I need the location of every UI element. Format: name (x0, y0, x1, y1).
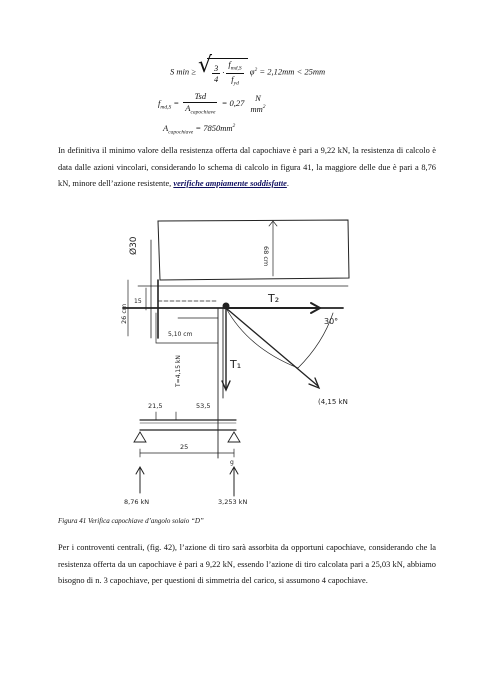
sqrt-symbol: √ $\frac{3}{4}$ · $\frac{f_{md,S}}{f_{yd}}$ (198, 58, 248, 87)
figure-caption: Figura 41 Verifica capochiave d’angolo solaio “D” (58, 517, 204, 525)
sketch-label-diameter: Ø30 (129, 236, 139, 255)
sketch-label-dim-a: 21,5 (148, 402, 163, 410)
hand-sketch-figure (118, 218, 363, 508)
sketch-label-angle: 30° (324, 317, 339, 326)
fraction-three-quarters: $\frac{3}{4}$ (214, 62, 219, 85)
fraction-fmd-fyd: $\frac{f_{md,S}}{f_{yd}}$ (228, 59, 242, 87)
formula-area: $A_{capochiave} = 7850mm^2$ (163, 123, 236, 136)
emphasis-verification: verifiche ampiamente soddisfatte (173, 179, 287, 188)
paragraph-conclusion: In definitiva il minimo valore della resistenza offerta dal capochiave è pari a 9,22 kN, la resistenza di calcolo è data dalle azioni vincolari, considerando lo schema di calcolo in figura 41, la maggiore delle due è pari a 8,76 kN, minore dell’azione resistente, verifiche ampiamente soddisfatte. (58, 146, 436, 188)
sketch-label-g: g (230, 459, 234, 466)
fraction-tsd-area: $\frac{\text{Tsd}}{A_{capochiave}}$ (185, 91, 216, 116)
sketch-label-dim-left: 15 (134, 298, 142, 305)
sketch-label-t1: T₁ (230, 358, 242, 371)
sketch-label-span: 25 (180, 443, 189, 451)
fraction-unit: N $mm^2$ (250, 93, 266, 114)
sketch-label-dim-b: 53,5 (196, 402, 211, 410)
formula-smin-result: = 2,12mm < 25mm (259, 66, 326, 77)
sketch-label-t2: T₂ (268, 292, 280, 305)
formula-fmd: $f_{md,S}$ = $\frac{\text{Tsd}}{A_{capochiave}}$ = 0,27 N $mm^2$ (158, 91, 266, 116)
sketch-label-dim-bottom: 5,10 cm (168, 331, 193, 338)
sketch-label-reaction-right: 3,253 kN (218, 498, 248, 506)
sketch-label-force-vert: T=4,15 kN (175, 355, 182, 387)
sketch-svg (118, 218, 363, 508)
sketch-label-reaction-left: 8,76 kN (124, 498, 150, 506)
sketch-label-dim-left-big: 26 cm (120, 303, 128, 324)
sketch-label-force-diag: (4,15 kN (318, 398, 348, 406)
sketch-label-dim-top: 68 cm (262, 246, 270, 267)
formula-smin: S min ≥ √ $\frac{3}{4}$ · $\frac{f_{md,S}}{f_{yd}}$ $\varphi^2 = 2,12mm < 25mm$ (170, 53, 326, 87)
formula-smin-lhs: S min ≥ (170, 66, 196, 77)
paragraph-central-bracing: Per i controventi centrali, (fig. 42), l’azione di tiro sarà assorbita da opportuni capochiave, considerando che la resistenza offerta da un capochiave è pari a 9,22 kN, essendo l’azione di tiro calcolata pari a 25,03 kN, abbiamo bisogno di n. 3 capochiave, per questioni di simmetria del carico, si assumono 4 capochiave. (58, 543, 436, 585)
